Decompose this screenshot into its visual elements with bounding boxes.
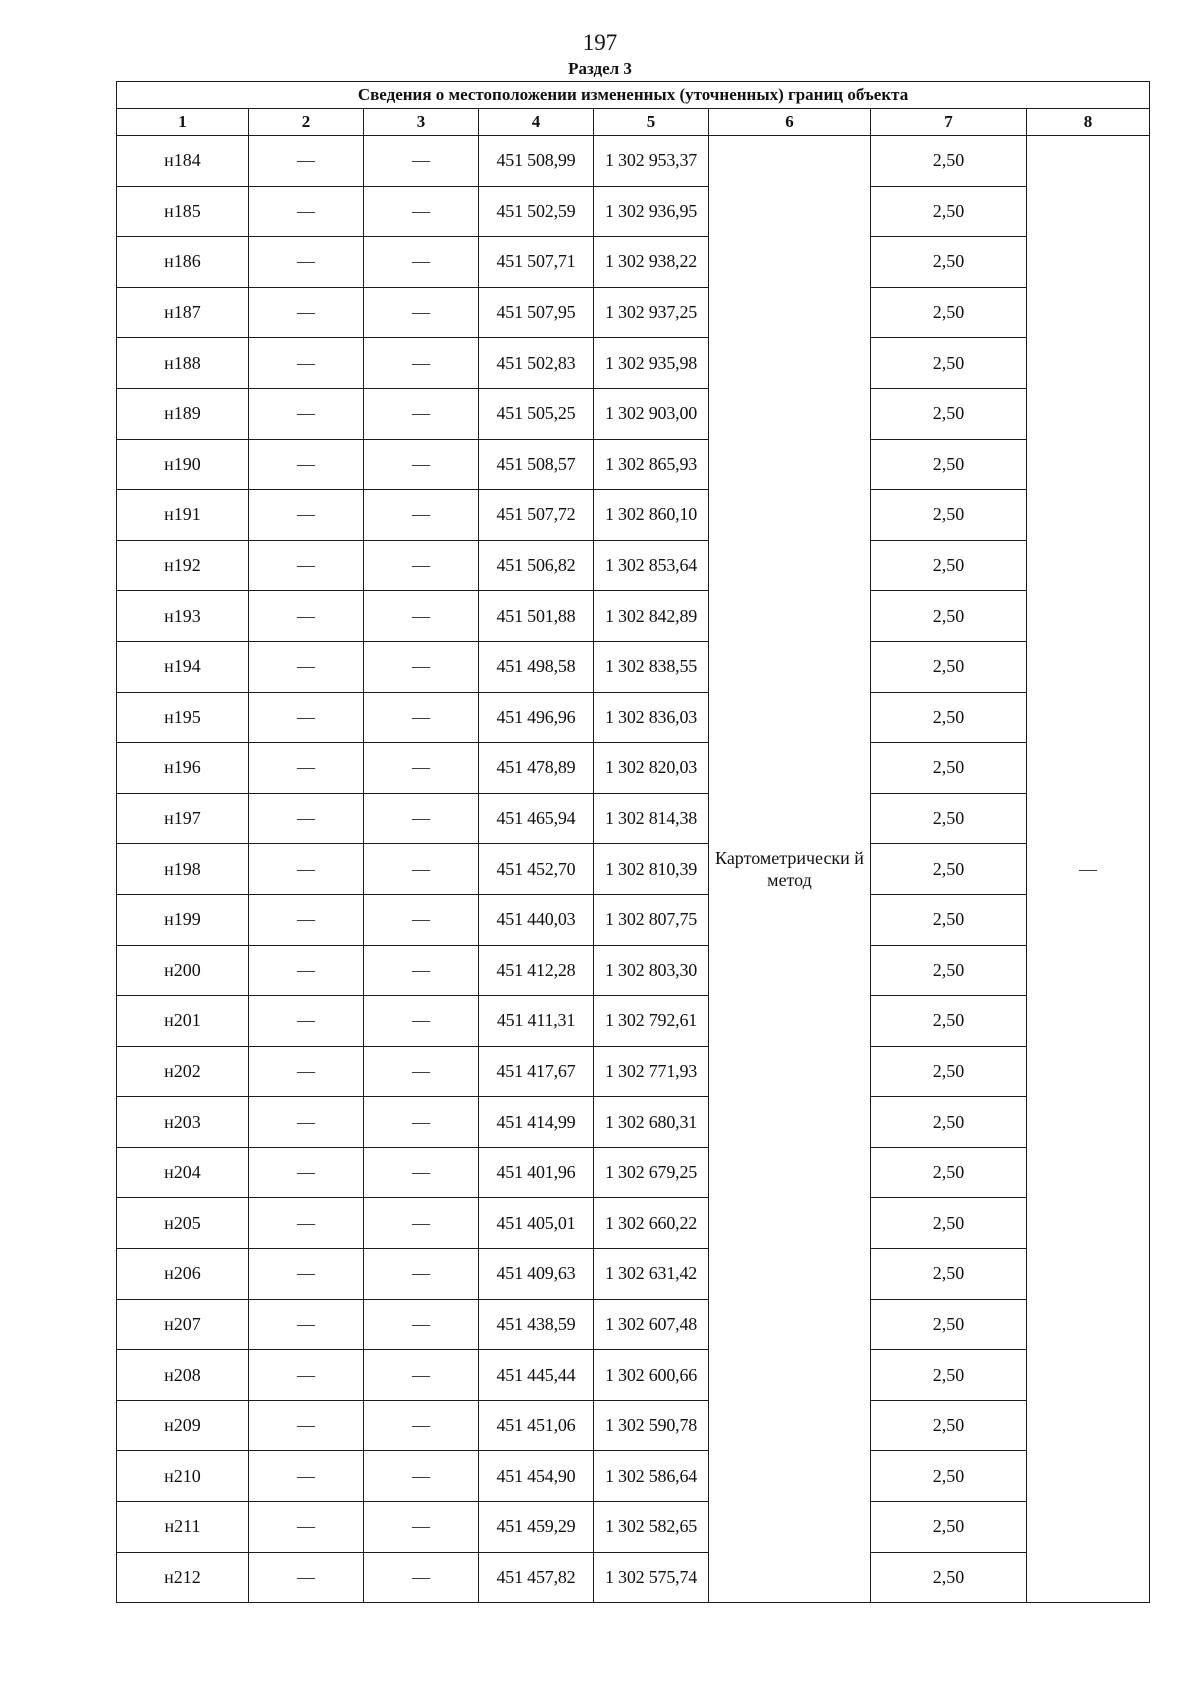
table-caption: Сведения о местоположении измененных (уточненных) границ объекта: [117, 82, 1150, 109]
y-coordinate-cell: 1 302 771,93: [594, 1046, 709, 1097]
accuracy-cell: 2,50: [871, 894, 1027, 945]
accuracy-cell: 2,50: [871, 641, 1027, 692]
column3-cell: —: [364, 1198, 479, 1249]
column3-cell: —: [364, 641, 479, 692]
table-row: [117, 439, 1150, 490]
column3-cell: —: [364, 1502, 479, 1553]
column3-cell: —: [364, 490, 479, 541]
x-coordinate-cell: 451 508,57: [479, 439, 594, 490]
y-coordinate-cell: 1 302 590,78: [594, 1400, 709, 1451]
x-coordinate-cell: 451 445,44: [479, 1350, 594, 1401]
table-row: [117, 1400, 1150, 1451]
y-coordinate-cell: 1 302 853,64: [594, 540, 709, 591]
column3-cell: —: [364, 1097, 479, 1148]
x-coordinate-cell: 451 454,90: [479, 1451, 594, 1502]
column3-cell: —: [364, 743, 479, 794]
y-coordinate-cell: 1 302 807,75: [594, 894, 709, 945]
boundary-coordinates-table: [116, 81, 1150, 1603]
point-cell: н206: [117, 1249, 249, 1300]
column-number: 3: [364, 109, 479, 136]
column3-cell: —: [364, 1249, 479, 1300]
column-number: 8: [1027, 109, 1150, 136]
column3-cell: —: [364, 692, 479, 743]
x-coordinate-cell: 451 507,95: [479, 287, 594, 338]
x-coordinate-cell: 451 417,67: [479, 1046, 594, 1097]
column-number: 4: [479, 109, 594, 136]
point-cell: н208: [117, 1350, 249, 1401]
accuracy-cell: 2,50: [871, 591, 1027, 642]
y-coordinate-cell: 1 302 660,22: [594, 1198, 709, 1249]
column-number: 5: [594, 109, 709, 136]
y-coordinate-cell: 1 302 937,25: [594, 287, 709, 338]
x-coordinate-cell: 451 401,96: [479, 1147, 594, 1198]
table-row: [117, 1350, 1150, 1401]
column2-cell: —: [249, 641, 364, 692]
point-cell: н188: [117, 338, 249, 389]
accuracy-cell: 2,50: [871, 1299, 1027, 1350]
column2-cell: —: [249, 1046, 364, 1097]
x-coordinate-cell: 451 457,82: [479, 1552, 594, 1603]
column-number-row: [117, 109, 1150, 136]
y-coordinate-cell: 1 302 575,74: [594, 1552, 709, 1603]
accuracy-cell: 2,50: [871, 1350, 1027, 1401]
y-coordinate-cell: 1 302 865,93: [594, 439, 709, 490]
accuracy-cell: 2,50: [871, 186, 1027, 237]
x-coordinate-cell: 451 506,82: [479, 540, 594, 591]
column3-cell: —: [364, 540, 479, 591]
y-coordinate-cell: 1 302 814,38: [594, 793, 709, 844]
table-row: [117, 894, 1150, 945]
column3-cell: —: [364, 591, 479, 642]
y-coordinate-cell: 1 302 838,55: [594, 641, 709, 692]
point-cell: н198: [117, 844, 249, 895]
accuracy-cell: 2,50: [871, 844, 1027, 895]
x-coordinate-cell: 451 502,83: [479, 338, 594, 389]
column2-cell: —: [249, 1552, 364, 1603]
point-cell: н194: [117, 641, 249, 692]
x-coordinate-cell: 451 478,89: [479, 743, 594, 794]
column2-cell: —: [249, 540, 364, 591]
accuracy-cell: 2,50: [871, 1046, 1027, 1097]
table-row: [117, 338, 1150, 389]
column2-cell: —: [249, 1249, 364, 1300]
y-coordinate-cell: 1 302 586,64: [594, 1451, 709, 1502]
point-cell: н201: [117, 996, 249, 1047]
x-coordinate-cell: 451 414,99: [479, 1097, 594, 1148]
column2-cell: —: [249, 1400, 364, 1451]
method-cell: Картометрически й метод: [709, 136, 871, 1603]
column3-cell: —: [364, 439, 479, 490]
accuracy-cell: 2,50: [871, 692, 1027, 743]
x-coordinate-cell: 451 411,31: [479, 996, 594, 1047]
y-coordinate-cell: 1 302 903,00: [594, 388, 709, 439]
table-row: [117, 1097, 1150, 1148]
column2-cell: —: [249, 844, 364, 895]
column2-cell: —: [249, 490, 364, 541]
point-cell: н193: [117, 591, 249, 642]
column3-cell: —: [364, 186, 479, 237]
y-coordinate-cell: 1 302 836,03: [594, 692, 709, 743]
x-coordinate-cell: 451 451,06: [479, 1400, 594, 1451]
x-coordinate-cell: 451 507,72: [479, 490, 594, 541]
y-coordinate-cell: 1 302 842,89: [594, 591, 709, 642]
x-coordinate-cell: 451 498,58: [479, 641, 594, 692]
point-cell: н199: [117, 894, 249, 945]
column3-cell: —: [364, 1400, 479, 1451]
y-coordinate-cell: 1 302 936,95: [594, 186, 709, 237]
x-coordinate-cell: 451 502,59: [479, 186, 594, 237]
column-number: 2: [249, 109, 364, 136]
point-cell: н205: [117, 1198, 249, 1249]
y-coordinate-cell: 1 302 607,48: [594, 1299, 709, 1350]
table-row: [117, 844, 1150, 895]
accuracy-cell: 2,50: [871, 237, 1027, 288]
accuracy-cell: 2,50: [871, 793, 1027, 844]
point-cell: н207: [117, 1299, 249, 1350]
point-cell: н191: [117, 490, 249, 541]
point-cell: н196: [117, 743, 249, 794]
column2-cell: —: [249, 743, 364, 794]
table-row: [117, 1046, 1150, 1097]
accuracy-cell: 2,50: [871, 1451, 1027, 1502]
x-coordinate-cell: 451 452,70: [479, 844, 594, 895]
column2-cell: —: [249, 287, 364, 338]
accuracy-cell: 2,50: [871, 996, 1027, 1047]
x-coordinate-cell: 451 505,25: [479, 388, 594, 439]
point-cell: н184: [117, 136, 249, 187]
column3-cell: —: [364, 136, 479, 187]
column2-cell: —: [249, 186, 364, 237]
column3-cell: —: [364, 844, 479, 895]
x-coordinate-cell: 451 459,29: [479, 1502, 594, 1553]
point-cell: н212: [117, 1552, 249, 1603]
table-row: [117, 743, 1150, 794]
accuracy-cell: 2,50: [871, 338, 1027, 389]
point-cell: н189: [117, 388, 249, 439]
column3-cell: —: [364, 793, 479, 844]
table-row: [117, 1502, 1150, 1553]
table-row: [117, 490, 1150, 541]
page-number: 197: [582, 30, 618, 55]
point-cell: н202: [117, 1046, 249, 1097]
column3-cell: —: [364, 1451, 479, 1502]
y-coordinate-cell: 1 302 631,42: [594, 1249, 709, 1300]
y-coordinate-cell: 1 302 680,31: [594, 1097, 709, 1148]
point-cell: н192: [117, 540, 249, 591]
column2-cell: —: [249, 439, 364, 490]
point-cell: н211: [117, 1502, 249, 1553]
column2-cell: —: [249, 1097, 364, 1148]
y-coordinate-cell: 1 302 582,65: [594, 1502, 709, 1553]
point-cell: н209: [117, 1400, 249, 1451]
table-row: [117, 287, 1150, 338]
table-row: [117, 388, 1150, 439]
y-coordinate-cell: 1 302 600,66: [594, 1350, 709, 1401]
column3-cell: —: [364, 945, 479, 996]
table-row: [117, 1299, 1150, 1350]
table-row: [117, 1552, 1150, 1603]
column2-cell: —: [249, 1147, 364, 1198]
table-row: [117, 540, 1150, 591]
y-coordinate-cell: 1 302 803,30: [594, 945, 709, 996]
y-coordinate-cell: 1 302 860,10: [594, 490, 709, 541]
column3-cell: —: [364, 338, 479, 389]
y-coordinate-cell: 1 302 935,98: [594, 338, 709, 389]
y-coordinate-cell: 1 302 792,61: [594, 996, 709, 1047]
x-coordinate-cell: 451 496,96: [479, 692, 594, 743]
column2-cell: —: [249, 237, 364, 288]
y-coordinate-cell: 1 302 953,37: [594, 136, 709, 187]
column3-cell: —: [364, 1299, 479, 1350]
point-cell: н195: [117, 692, 249, 743]
point-cell: н187: [117, 287, 249, 338]
x-coordinate-cell: 451 465,94: [479, 793, 594, 844]
table-row: [117, 591, 1150, 642]
table-row: [117, 793, 1150, 844]
point-cell: н197: [117, 793, 249, 844]
table-row: [117, 641, 1150, 692]
column-number: 1: [117, 109, 249, 136]
table-row: [117, 1198, 1150, 1249]
table-row: [117, 692, 1150, 743]
accuracy-cell: 2,50: [871, 490, 1027, 541]
table-row: [117, 1249, 1150, 1300]
y-coordinate-cell: 1 302 820,03: [594, 743, 709, 794]
y-coordinate-cell: 1 302 679,25: [594, 1147, 709, 1198]
column3-cell: —: [364, 388, 479, 439]
accuracy-cell: 2,50: [871, 136, 1027, 187]
column2-cell: —: [249, 1299, 364, 1350]
point-cell: н203: [117, 1097, 249, 1148]
x-coordinate-cell: 451 409,63: [479, 1249, 594, 1300]
accuracy-cell: 2,50: [871, 388, 1027, 439]
column2-cell: —: [249, 692, 364, 743]
x-coordinate-cell: 451 501,88: [479, 591, 594, 642]
accuracy-cell: 2,50: [871, 540, 1027, 591]
column3-cell: —: [364, 1552, 479, 1603]
column2-cell: —: [249, 338, 364, 389]
y-coordinate-cell: 1 302 938,22: [594, 237, 709, 288]
column3-cell: —: [364, 1046, 479, 1097]
column2-cell: —: [249, 388, 364, 439]
table-row: [117, 1147, 1150, 1198]
column3-cell: —: [364, 996, 479, 1047]
accuracy-cell: 2,50: [871, 1552, 1027, 1603]
x-coordinate-cell: 451 405,01: [479, 1198, 594, 1249]
point-cell: н200: [117, 945, 249, 996]
column2-cell: —: [249, 793, 364, 844]
column2-cell: —: [249, 894, 364, 945]
x-coordinate-cell: 451 508,99: [479, 136, 594, 187]
table-body: [117, 136, 1150, 1603]
column2-cell: —: [249, 1350, 364, 1401]
point-cell: н204: [117, 1147, 249, 1198]
column3-cell: —: [364, 1147, 479, 1198]
section-title: Раздел 3: [568, 59, 632, 78]
column2-cell: —: [249, 996, 364, 1047]
x-coordinate-cell: 451 412,28: [479, 945, 594, 996]
point-cell: н186: [117, 237, 249, 288]
table-row: [117, 136, 1150, 187]
x-coordinate-cell: 451 440,03: [479, 894, 594, 945]
table-row: [117, 186, 1150, 237]
accuracy-cell: 2,50: [871, 945, 1027, 996]
table-row: [117, 996, 1150, 1047]
column2-cell: —: [249, 1502, 364, 1553]
table-row: [117, 945, 1150, 996]
column3-cell: —: [364, 1350, 479, 1401]
column2-cell: —: [249, 136, 364, 187]
point-cell: н210: [117, 1451, 249, 1502]
column2-cell: —: [249, 945, 364, 996]
accuracy-cell: 2,50: [871, 1502, 1027, 1553]
accuracy-cell: 2,50: [871, 287, 1027, 338]
column2-cell: —: [249, 1198, 364, 1249]
column3-cell: —: [364, 287, 479, 338]
accuracy-cell: 2,50: [871, 1198, 1027, 1249]
column-number: 7: [871, 109, 1027, 136]
y-coordinate-cell: 1 302 810,39: [594, 844, 709, 895]
table-row: [117, 1451, 1150, 1502]
column2-cell: —: [249, 591, 364, 642]
point-cell: н185: [117, 186, 249, 237]
column3-cell: —: [364, 894, 479, 945]
column8-cell: —: [1027, 136, 1150, 1603]
column3-cell: —: [364, 237, 479, 288]
accuracy-cell: 2,50: [871, 1147, 1027, 1198]
accuracy-cell: 2,50: [871, 1400, 1027, 1451]
table-row: [117, 237, 1150, 288]
column2-cell: —: [249, 1451, 364, 1502]
accuracy-cell: 2,50: [871, 743, 1027, 794]
x-coordinate-cell: 451 507,71: [479, 237, 594, 288]
accuracy-cell: 2,50: [871, 1097, 1027, 1148]
column-number: 6: [709, 109, 871, 136]
accuracy-cell: 2,50: [871, 1249, 1027, 1300]
x-coordinate-cell: 451 438,59: [479, 1299, 594, 1350]
point-cell: н190: [117, 439, 249, 490]
accuracy-cell: 2,50: [871, 439, 1027, 490]
